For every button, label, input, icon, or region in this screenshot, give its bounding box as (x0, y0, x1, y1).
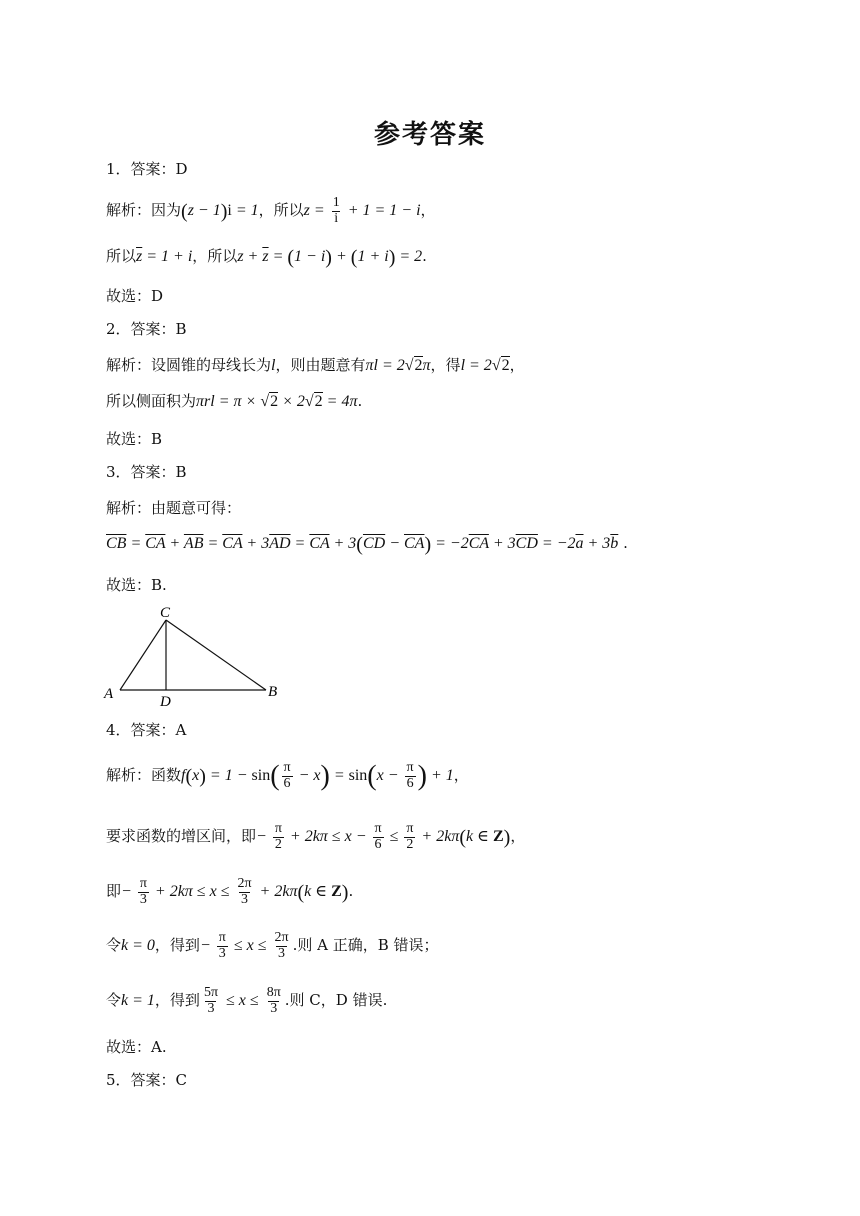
q1-line2: 所以$\overline{z} = 1 + i$，所以$z + \overline{z} = (1 - i) + (1 + i) = 2$. (106, 246, 427, 269)
q1-conclusion: 故选：D (106, 287, 164, 305)
label-c: C (160, 605, 171, 621)
q4-line4: 令k = 0，得到− $\frac{\pi}{3}$ ≤ x ≤ $\frac{2\pi}{3}$ .则 A 正确，B 错误； (106, 930, 439, 961)
q4-answer: 4．答案：A (106, 721, 187, 739)
q5-answer: 5．答案：C (106, 1071, 188, 1089)
q3-answer: 3．答案：B (106, 463, 187, 481)
q4-line2: 要求函数的增区间，即− $\frac{\pi}{2}$ + 2kπ ≤ x − $\frac{\pi}{6}$ ≤ $\frac{\pi}{2}$ + 2kπ(k ∈ Z)， (106, 821, 526, 852)
side-ac (120, 620, 166, 690)
page-title: 参考答案 (373, 120, 486, 150)
q4-line5: 令k = 1，得到 $\frac{5\pi}{3}$ ≤ x ≤ $\frac{8\pi}{3}$ .则 C，D 错误. (106, 985, 388, 1016)
q2-explanation: 解析：设圆锥的母线长为l，则由题意有πl = 2√2π，得l = 2√2， (106, 356, 525, 374)
label-b: B (268, 684, 278, 700)
q2-line2: 所以侧面积为πrl = π × √2 × 2√2 = 4π. (106, 392, 363, 410)
q3-vector-equation: $\overline{CB} = \overline{CA} + \overline{AB} = \overline{CA} + 3\overline{AD} = \overline{CA} + 3(\overline{CD} - \overline{CA}) = -2\overline{CA} + 3\overline{CD} = -2\overline{a} + 3\overline{b}$ . (106, 533, 628, 556)
q4-conclusion: 故选：A. (106, 1038, 167, 1056)
q1-answer: 1．答案：D (106, 160, 188, 178)
q3-explanation: 解析：由题意可得： (106, 499, 242, 517)
triangle-diagram (100, 602, 290, 712)
label-d: D (160, 694, 171, 710)
q2-conclusion: 故选：B (106, 430, 163, 448)
q2-answer: 2．答案：B (106, 320, 187, 338)
label-a: A (104, 686, 114, 702)
side-cb (166, 620, 266, 690)
q3-conclusion: 故选：B. (106, 576, 167, 594)
q1-explanation: 解析：因为(z − 1)i = 1，所以z = $\frac{1}{i}$ + 1 = 1 − i， (106, 195, 436, 226)
q4-line3: 即− $\frac{\pi}{3}$ + 2kπ ≤ x ≤ $\frac{2\pi}{3}$ + 2kπ(k ∈ Z). (106, 876, 354, 907)
q4-explanation: 解析：函数f(x) = 1 − sin( $\frac{\pi}{6}$ − x) = sin(x − $\frac{\pi}{6}$ ) + 1， (106, 760, 469, 792)
